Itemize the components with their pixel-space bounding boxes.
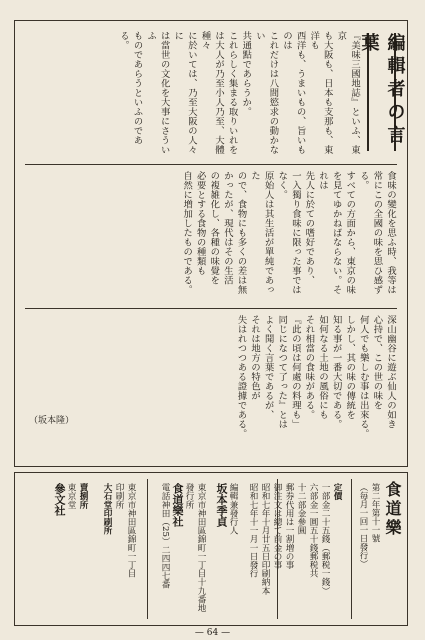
distributor-name: 東京堂 xyxy=(66,483,76,509)
page-number: — 64 — xyxy=(194,628,231,638)
essay-line: 同じになつて了った』とは xyxy=(276,315,288,429)
editor-block xyxy=(215,483,239,615)
essay-line: 何人でも樂しむ事は出來る。 xyxy=(357,315,369,439)
tier-divider xyxy=(25,164,397,165)
essay-line: 先人に於ての嗜好であり、 xyxy=(303,171,315,285)
price-line: 一部金二十五錢（郵税一錢） xyxy=(320,483,330,595)
essay-line: に於いては、乃至大阪の人々に xyxy=(172,31,197,155)
essay-line: は大人が乃至小人乃至、大體種々 xyxy=(199,31,225,155)
essay-line: 失はれつつある證據である。 xyxy=(235,315,247,439)
date-line: 昭和七年十月廿五日印刷納本 xyxy=(260,483,270,595)
essay-line: は當世の文化を大事にさういふ xyxy=(145,31,170,155)
essay-line: 西洋も、うまいもの、旨いものは xyxy=(281,31,306,155)
essay-author: （坂本隆） xyxy=(29,416,75,426)
price-line: 六部金一圓五十錢郵税共 xyxy=(308,483,318,578)
essay-line: の複雑化し、各種の味覺を xyxy=(208,171,220,285)
essay-tier-1 xyxy=(31,31,361,159)
page-number-value: 64 xyxy=(206,628,219,638)
essay-line: も大阪も、日本も支那も、東洋も xyxy=(308,31,333,155)
colophon xyxy=(14,472,408,626)
publisher-address: 東京市神田區錦町一丁目十九番地 xyxy=(196,483,206,612)
essay-line: それ相當の食味がある。 xyxy=(303,315,315,420)
publisher-label: 發行所 xyxy=(184,483,194,509)
dates-block xyxy=(247,483,271,615)
distributor-name-2: 參文社 xyxy=(53,483,66,516)
essay-tier-3 xyxy=(25,315,397,455)
essay-line: よく聞く言葉であるが、 xyxy=(262,315,274,420)
publisher-block xyxy=(159,483,207,615)
price-line: 御注文は總て前金の事 xyxy=(272,483,282,569)
issue-block xyxy=(357,483,381,568)
essay-line: 共通點であらうか。 xyxy=(240,31,252,117)
essay-line: これだけは八間慾求の動かない xyxy=(253,31,279,155)
essay-line: 食味の變化を思ふ時、我等は xyxy=(385,171,396,295)
essay-line: 如何なる土地の風俗にも xyxy=(317,315,329,420)
distributor-label: 賣捌所 xyxy=(78,483,88,509)
essay-line: ものであらうといふのである。 xyxy=(117,31,143,145)
essay-title: 編輯者の言葉 xyxy=(367,33,396,151)
editor-label: 編輯兼發行人 xyxy=(228,483,238,535)
essay-line: 常にこの全國の味を思ひ感ずる。 xyxy=(357,171,383,295)
essay-line: 一入獨り食味に限った事ではなく。 xyxy=(276,171,301,295)
essay-line: それは地方の特色が xyxy=(249,315,261,401)
printer-address: 東京市神田區錦町一丁目 xyxy=(126,483,136,578)
essay-line: しかし、其の味の傳統を xyxy=(344,315,356,420)
price-header: 定價 xyxy=(332,483,342,501)
editorial-essay xyxy=(14,20,408,467)
tier-divider xyxy=(25,308,397,309)
magazine-title: 食道樂 xyxy=(383,481,402,538)
price-line: 郵券代用は一割増の事 xyxy=(284,483,294,569)
essay-line: ので、食物にも多くの差は無 xyxy=(235,171,247,295)
publication-note: （毎月一回一日發行） xyxy=(358,483,368,568)
essay-line: 心持で、この世の味を xyxy=(371,315,383,410)
publisher-name: 食道樂社 xyxy=(171,483,184,527)
editor-name: 坂本季貞 xyxy=(215,483,228,527)
column-rule xyxy=(277,479,278,619)
essay-line: 深山幽谷に遊ぶ仙人の如き xyxy=(385,315,396,429)
printer-block xyxy=(101,483,137,615)
essay-line: 『此の頃は何處の料理も」 xyxy=(289,315,301,429)
essay-tier-2 xyxy=(25,171,397,301)
essay-line: 必要とする食物の種類も xyxy=(194,171,206,276)
essay-line: 『美味三國地誌』といふ、東京 xyxy=(335,31,360,155)
essay-line: かったが、現代はその生活 xyxy=(221,171,233,285)
publisher-phone: 電話神田（25）二四四七番 xyxy=(160,483,170,589)
date-line: 昭和七年十一月一日發行 xyxy=(248,483,258,578)
printer-label: 印刷所 xyxy=(114,483,124,509)
printer-name: 大石堂印刷所 xyxy=(102,483,112,535)
essay-line: すべての方面から、東京の味 xyxy=(344,171,356,295)
distributor-block xyxy=(53,483,89,615)
essay-line: 知る事が一番大切である。 xyxy=(330,315,342,429)
essay-line: を見てゆかねばならない。それは xyxy=(317,171,342,295)
issue-number: 第二年第十一號 xyxy=(370,483,380,543)
column-rule xyxy=(351,479,352,619)
essay-line: これらしく集まる取りいれを xyxy=(226,31,238,155)
price-line: 十二部金參圓 xyxy=(296,483,306,535)
price-block xyxy=(271,483,343,615)
essay-line: 自然に増加したものである。 xyxy=(181,171,193,295)
column-rule xyxy=(147,479,148,619)
essay-line: 原始人は其生活が單純であった xyxy=(249,171,274,295)
